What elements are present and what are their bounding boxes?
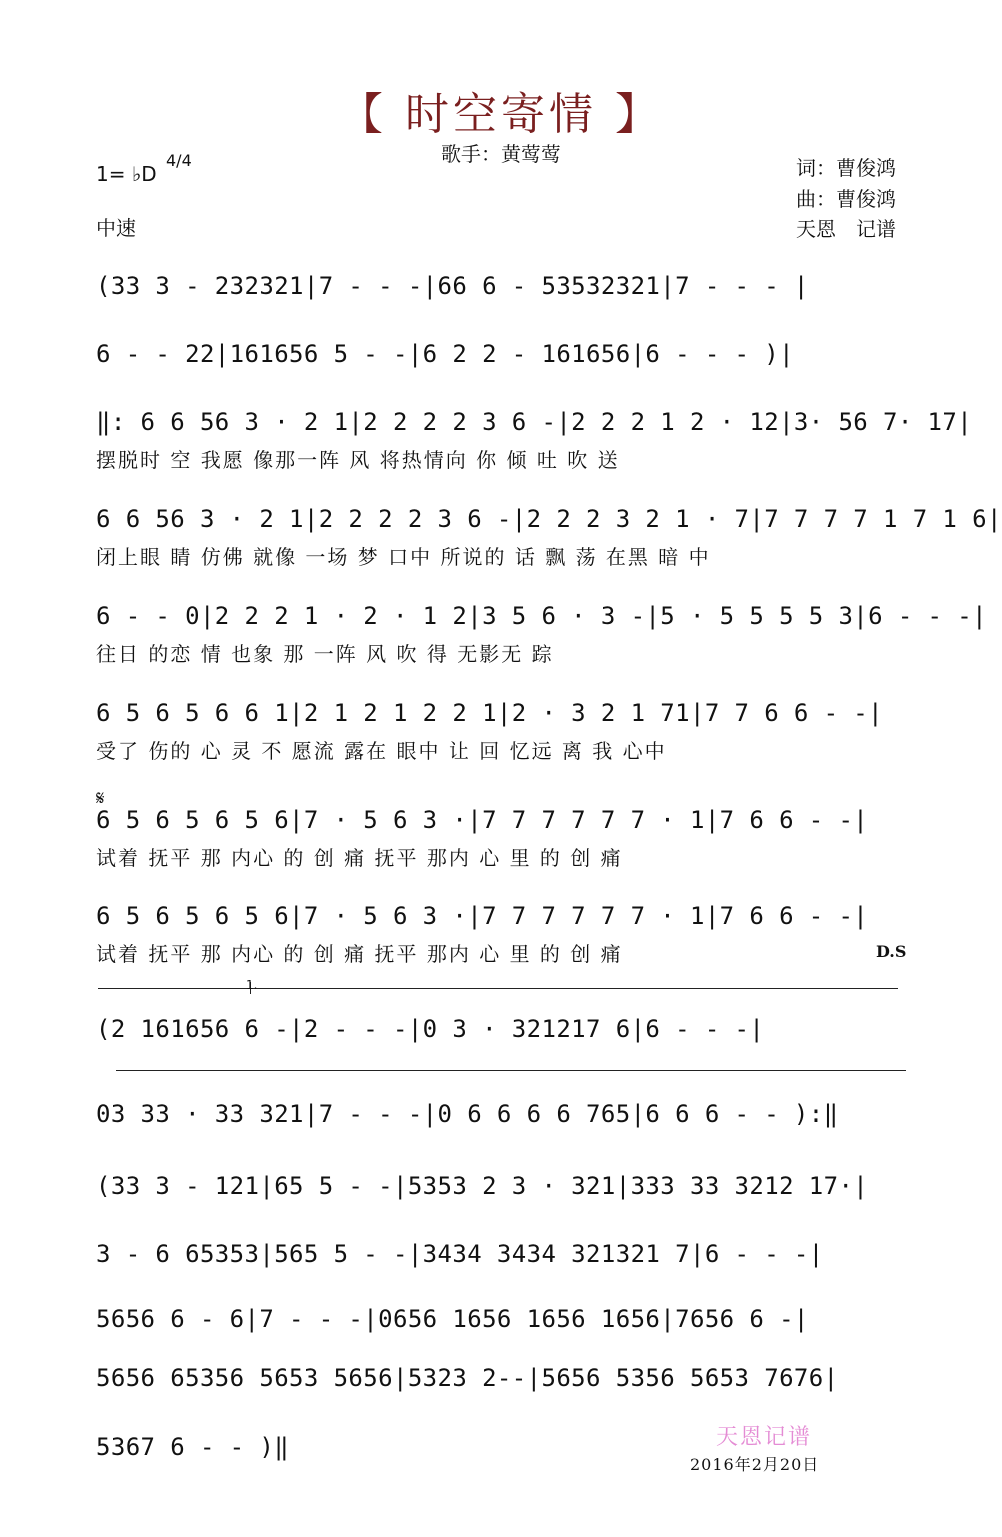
notation-line: 6 5 6 5 6 5 6|7 · 5 6 3 ·|7 7 7 7 7 7 · 1|7 6 6 - -|	[96, 902, 869, 930]
notation-line: 03 33 · 33 321|7 - - -|0 6 6 6 6 765|6 6 6 - - ):‖	[96, 1100, 839, 1128]
ending-bracket-line-2	[116, 1070, 906, 1071]
transcription-date: 2016年2月20日	[690, 1455, 820, 1474]
page-title: 【 时空寄情 】	[339, 89, 663, 140]
ending-number: 1.	[246, 978, 258, 992]
notation-line: 6 6 56 3 · 2 1|2 2 2 2 3 6 -|2 2 2 3 2 1 · 7|7 7 7 7 1 7 1 6|	[96, 505, 1002, 533]
ds-label: D.S	[876, 942, 907, 961]
notation-line: 5367 6 - - )‖	[96, 1433, 290, 1461]
composer-credit: 曲：曹俊鸿	[796, 187, 896, 211]
lyric-line: 试着 抚平 那 内心 的 创 痛 抚平 那内 心 里 的 创 痛	[96, 942, 623, 966]
tempo-marking: 中速	[96, 216, 136, 240]
time-signature	[166, 151, 192, 170]
notation-line: 6 - - 0|2 2 2 1 · 2 · 1 2|3 5 6 · 3 -|5 · 5 5 5 5 3|6 - - -|	[96, 602, 987, 630]
transcriber-stamp: 天恩记谱	[716, 1425, 813, 1450]
notation-line: 3 - 6 65353|565 5 - -|3434 3434 321321 7|6 - - -|	[96, 1240, 824, 1268]
notation-line: (33 3 - 121|65 5 - -|5353 2 3 · 321|333 33 3212 17·|	[96, 1172, 869, 1200]
lyric-line: 试着 抚平 那 内心 的 创 痛 抚平 那内 心 里 的 创 痛	[96, 846, 623, 870]
notation-line: ‖: 6 6 56 3 · 2 1|2 2 2 2 3 6 -|2 2 2 1 2 · 12|3· 56 7· 17|	[96, 408, 973, 436]
notation-line: 5656 6 - 6|7 - - -|0656 1656 1656 1656|7656 6 -|	[96, 1305, 809, 1333]
notation-line: 5656 65356 5653 5656|5323 2--|5656 5356 5653 7676|	[96, 1364, 839, 1392]
ending-bracket-line	[98, 988, 898, 989]
lyric-line: 受了 伤的 心 灵 不 愿流 露在 眼中 让 回 忆远 离 我 心中	[96, 739, 667, 763]
lyric-line: 闭上眼 睛 仿佛 就像 一场 梦 口中 所说的 话 飘 荡 在黑 暗 中	[96, 545, 711, 569]
lyricist-credit: 词：曹俊鸿	[796, 156, 896, 180]
lyric-line: 往日 的恋 情 也象 那 一阵 风 吹 得 无影无 踪	[96, 642, 554, 666]
transcriber-credit: 天恩 记谱	[796, 217, 896, 241]
singer-credit: 歌手：黄莺莺	[441, 142, 561, 166]
lyric-line: 摆脱时 空 我愿 像那一阵 风 将热情向 你 倾 吐 吹 送	[96, 448, 620, 472]
notation-line: 6 5 6 5 6 5 6|7 · 5 6 3 ·|7 7 7 7 7 7 · 1|7 6 6 - -|	[96, 806, 869, 834]
segno-mark: 𝄋	[96, 786, 105, 810]
notation-line: 6 5 6 5 6 6 1|2 1 2 1 2 2 1|2 · 3 2 1 71|7 7 6 6 - -|	[96, 699, 884, 727]
notation-line: (33 3 - 232321|7 - - -|66 6 - 53532321|7 - - - |	[96, 272, 809, 300]
time-signature-text: 4/4	[166, 151, 192, 170]
notation-line: (2 161656 6 -|2 - - -|0 3 · 321217 6|6 - - -|	[96, 1015, 765, 1043]
notation-line: 6 - - 22|161656 5 - -|6 2 2 - 161656|6 - - - )|	[96, 340, 794, 368]
key-signature: 1= ♭D	[96, 162, 157, 186]
